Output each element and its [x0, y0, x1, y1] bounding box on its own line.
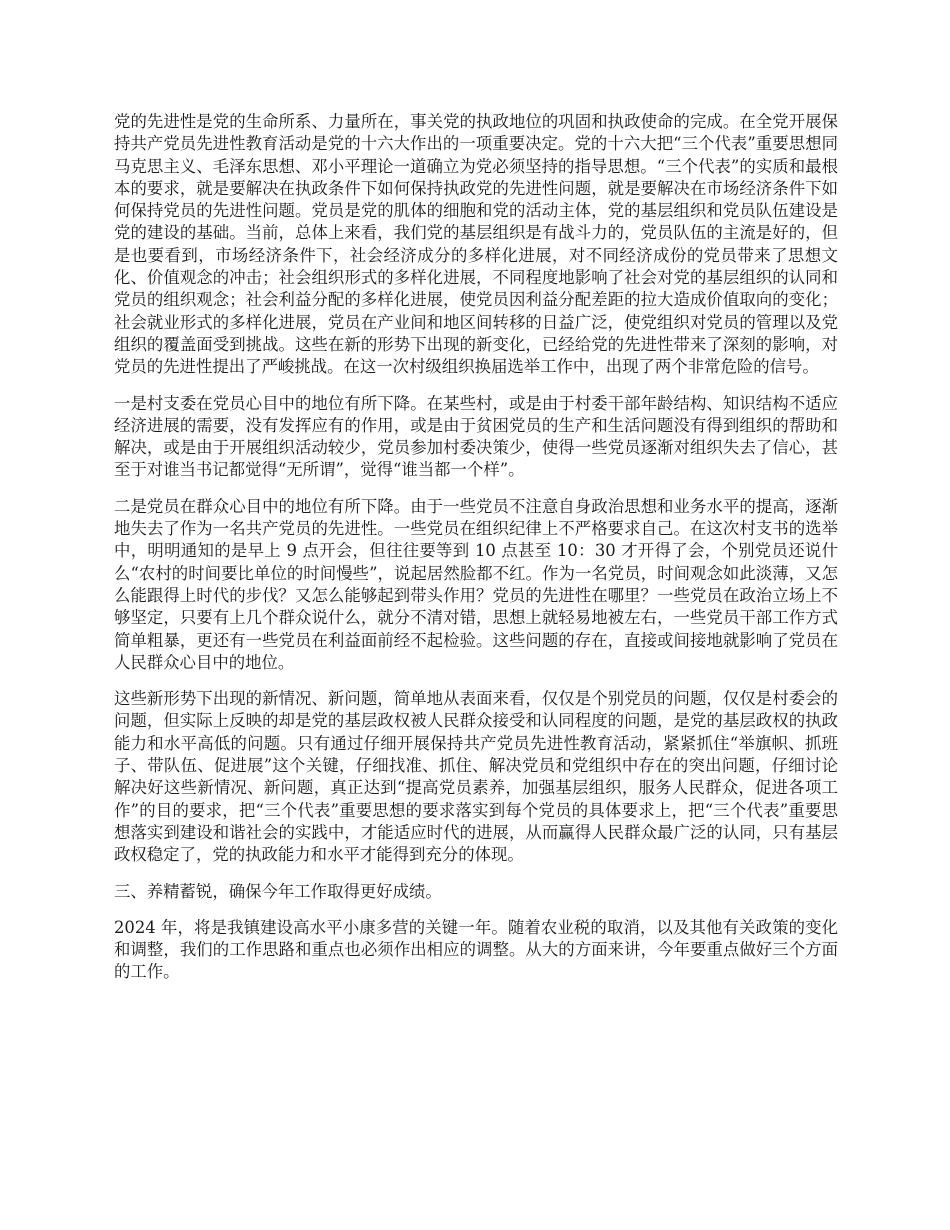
section-heading-three: 三、养精蓄锐，确保今年工作取得更好成绩。: [114, 881, 442, 901]
paragraph-member-status: 二是党员在群众心目中的地位有所下降。由于一些党员不注意自身政治思想和业务水平的提高，逐渐地失去了作为一名共产党员的先进性。一些党员在组织纪律上不严格要求自己。在这次村支书的选举中，明明通知的是早上 9 点开会，但往往要等到 10 点甚至 10：30 才开得了会，个别党员还说什么“农村的时间要比单位的时间慢些”，说起居然脸都不红。作为一名党员，时间观念如此淡薄，又怎么能跟得上时代的步伐？又怎么能够起到带头作用？党员的先进性在哪里？一些党员在政治立场上不够坚定，只要有上几个群众说什么，就分不清对错，思想上就轻易地被左右，一些党员干部工作方式简单粗暴，更还有一些党员在利益面前经不起检验。这些问题的存在，直接或间接地就影响了党员在人民群众心目中的地位。: [114, 496, 838, 672]
paragraph-year-plan: 2024 年，将是我镇建设高水平小康多营的关键一年。随着农业税的取消，以及其他有关政策的变化和调整，我们的工作思路和重点也必须作出相应的调整。从大的方面来讲，今年要重点做好三个方面的工作。: [114, 917, 838, 982]
paragraph-branch-status: 一是村支委在党员心目中的地位有所下降。在某些村，或是由于村委干部年龄结构、知识结构不适应经济进展的需要，没有发挥应有的作用，或是由于贫困党员的生产和生活问题没有得到组织的帮助和解决，或是由于开展组织活动较少，党员参加村委决策少，使得一些党员逐渐对组织失去了信心，甚至于对谁当书记都觉得“无所谓”，觉得“谁当都一个样”。: [114, 393, 838, 480]
document-body: [114, 111, 838, 998]
paragraph-new-problems: 这些新形势下出现的新情况、新问题，简单地从表面来看，仅仅是个别党员的问题，仅仅是村委会的问题，但实际上反映的却是党的基层政权被人民群众接受和认同程度的问题，是党的基层政权的执政能力和水平高低的问题。只有通过仔细开展保持共产党员先进性教育活动，紧紧抓住“举旗帜、抓班子、带队伍、促进展”这个关键，仔细找准、抓住、解决党员和党组织中存在的突出问题，仔细讨论解决好这些新情况、新问题，真正达到“提高党员素养，加强基层组织，服务人民群众，促进各项工作”的目的要求，把“三个代表”重要思想的要求落实到每个党员的具体要求上，把“三个代表”重要思想落实到建设和谐社会的实践中，才能适应时代的进展，从而赢得人民群众最广泛的认同，只有基层政权稳定了，党的执政能力和水平才能得到充分的体现。: [114, 689, 838, 865]
paragraph-advanced-nature: 党的先进性是党的生命所系、力量所在，事关党的执政地位的巩固和执政使命的完成。在全党开展保持共产党员先进性教育活动是党的十六大作出的一项重要决定。党的十六大把“三个代表”重要思想同马克思主义、毛泽东思想、邓小平理论一道确立为党必须坚持的指导思想。“三个代表”的实质和最根本的要求，就是要解决在执政条件下如何保持执政党的先进性问题，就是要解决在市场经济条件下如何保持党员的先进性问题。党员是党的肌体的细胞和党的活动主体，党的基层组织和党员队伍建设是党的建设的基础。当前，总体上来看，我们党的基层组织是有战斗力的，党员队伍的主流是好的，但是也要看到，市场经济条件下，社会经济成分的多样化进展，对不同经济成份的党员带来了思想文化、价值观念的冲击；社会组织形式的多样化进展，不同程度地影响了社会对党的基层组织的认同和党员的组织观念；社会利益分配的多样化进展，使党员因利益分配差距的拉大造成价值取向的变化；社会就业形式的多样化进展，党员在产业间和地区间转移的日益广泛，使党组织对党员的管理以及党组织的覆盖面受到挑战。这些在新的形势下出现的新变化，已经给党的先进性带来了深刻的影响，对党员的先进性提出了严峻挑战。在这一次村级组织换届选举工作中，出现了两个非常危险的信号。: [114, 112, 838, 377]
